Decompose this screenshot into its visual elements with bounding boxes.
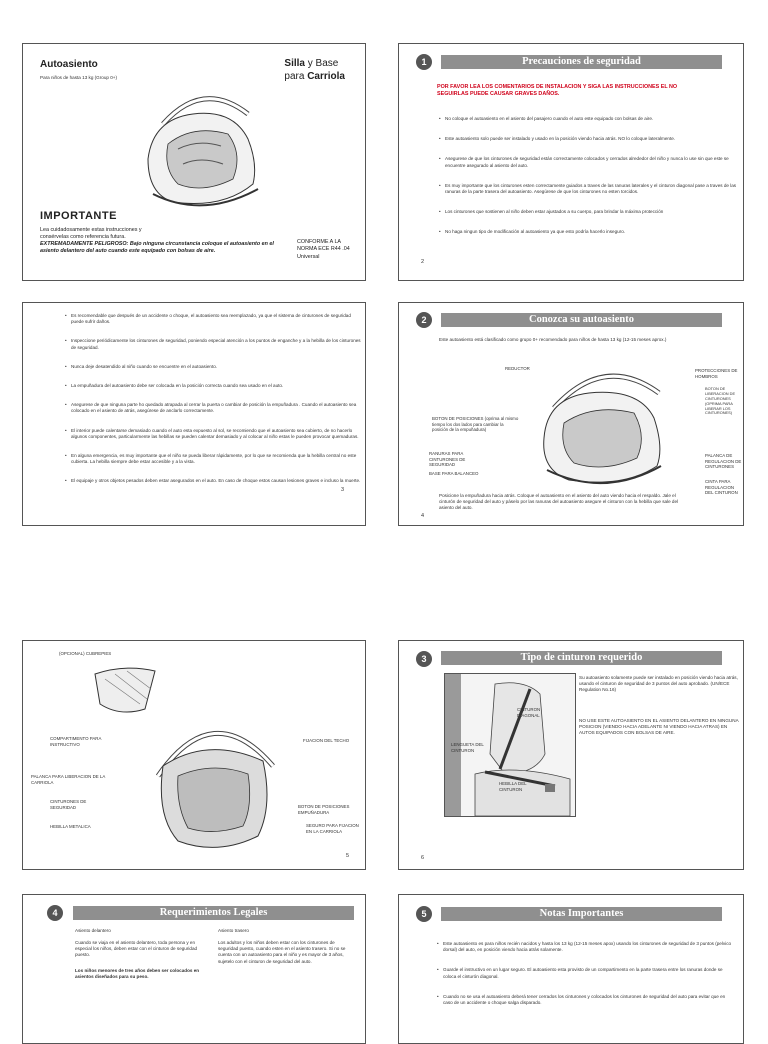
- list-item: • Asegurese de que ninguna parte ho quedado atrapada al cerrar la puerta o cambiar de posición la empuñadura . Cuando el autoasiento sea colocado en el asiento de atrás, asegúrese de anclarlo correctamente.: [71, 402, 361, 414]
- section-banner: Requerimientos Legales: [73, 906, 354, 920]
- label-boton-posiciones: BOTON DE POSICIONES (oprima al mismo tiempo los dos lados para cambiar la posición de la empuñadura): [432, 416, 519, 432]
- section-banner: Notas Importantes: [441, 907, 722, 921]
- important-text: Lea cuidadosamente estas instrucciones y consérvelas como referencia futura.: [40, 227, 142, 241]
- list-item: • Cuando no se usa el autoasiento deberá tener cerrados los cinturones y colocados los cinturones de seguridad del auto para evitar que en caso de un accidente o choque salga disparado.: [443, 994, 733, 1006]
- intro-text: Este autoasiento está clasificado como grupo 0+ recomendado para niños de hasta 13 kg (12-15 meses aprox.): [439, 337, 667, 342]
- list-item: • Este autoasiento es para niños recién nacidos y hasta los 13 kg (12-15 meses apox) usando los cinturones de seguridad de 3 puntos (pelvico dorsal) del auto, en posición viendo hacia atrás solamente.: [443, 941, 733, 953]
- list-item: • En alguna emergencia, es muy importante que el niño se pueda liberar rápidamente, por lo que se recomienda que la hebilla central no este cubierta. La hebilla siempre debe estar accesible y a la vista.: [71, 453, 361, 465]
- page-7-legal: [22, 894, 366, 1044]
- label-ranuras: RANURAS PARA CINTURONES DE SEGURIDAD: [429, 451, 466, 467]
- outro-text: Posicione la empuñadura hacia atrás. Coloque el autoasiento en el asiento del auto viendo hacia el respaldo. Jale el cinturón de seguridad del auto y páselo por las ranuras del autoasiento asegure el cinturon con la hebilla que sale del asiento del auto.: [439, 493, 679, 511]
- belt-text-2: NO USE ESTE AUTOASIENTO EN EL ASIENTO DELANTERO EN NINGUNA POSICION (VIENDO HACIA ADELANTE NI VIENDO HACIA ATRAS) EN AUTOS EQUIPADOS CON BOLSAS DE AIRE.: [579, 718, 739, 736]
- page-1-cover: [22, 43, 366, 281]
- page-5-parts: [22, 640, 366, 870]
- list-item: • No coloque el autoasiento en el asiento del pasajero cuando el auto este equipado con bolsas de aire.: [445, 116, 737, 122]
- section-number: 3: [416, 651, 432, 667]
- red-notice: POR FAVOR LEA LOS COMENTARIOS DE INSTALACION Y SIGA LAS INSTRUCCIONES EL NO SEGUIRLAS PUEDE CAUSAR GRAVES DAÑOS.: [437, 84, 678, 98]
- page-4-know-seat: [398, 302, 744, 526]
- section-number: 4: [47, 905, 63, 921]
- page-3-safety-cont: [22, 302, 366, 526]
- warning-text: EXTREMADAMENTE PELIGROSO: Bajo ninguna circunstancia coloque el autoasiento en el asiento delantero del auto cuando este equipado con bolsas de aire.: [40, 241, 274, 255]
- label-hebilla: HEBILLA METALICA: [50, 824, 91, 829]
- list-item: • Inspeccione periódicamente los cinturones de seguridad, poniendo especial atención a los puntos de enganche y a la hebilla de los cinturones de seguridad.: [71, 338, 361, 350]
- page-number: 3: [341, 487, 345, 493]
- cover-subtitle: Para niños de hasta 13 kg (Group 0+): [40, 75, 117, 80]
- section-number: 1: [416, 54, 432, 70]
- list-item: • Asegurese de que los cinturones de seguridad están correctamente colocados y cerrados alrededor del niño y nunca lo use sin que este se encuentre asegurado al asiento del auto.: [445, 156, 737, 168]
- belt-text-1: Su autoasiento solamente puede ser instalado en posición viendo hacia atrás, usando el cinturon de seguridad de 3 puntos del auto aprobado. (UN/ECE Regulation No.16): [579, 675, 738, 693]
- important-heading: IMPORTANTE: [40, 210, 117, 222]
- label-boton-liberacion: BOTON DE LIBERACION DE CINTURONES (OPRIMA PARA LIBERAR LOS CINTURONES): [705, 386, 736, 416]
- col2-heading: Asiento trasero: [218, 928, 249, 933]
- list-item: • La empuñadura del autoasiento debe ser colocada en la posición correcta cuando sea usado en el auto.: [71, 383, 361, 389]
- label-cinturones: CINTURONES DE SEGURIDAD: [50, 799, 87, 810]
- list-item: • Nunca deje desatendido al niño cuando se encuentre en el autoasiento.: [71, 364, 361, 370]
- list-item: • Este autoasiento solo puede ser instalado y usado en la posición viendo hacia atrás. NO lo coloque lateralmente.: [445, 136, 737, 142]
- label-palanca: PALANCA PARA LIBERACION DE LA CARRIOLA: [31, 774, 106, 785]
- list-item: • No haga ningun tipo de modificación al autoasiento ya que esto podría hacerlo inseguro.: [445, 229, 737, 235]
- label-hebilla: HEBILLA DEL CINTURON: [499, 781, 527, 792]
- section-number: 5: [416, 906, 432, 922]
- list-item: • Es recomendable que después de un accidente o choque, el autoasiento sea reemplazado, ya que el sistema de cinturones de seguridad puede sufrir daños.: [71, 313, 361, 325]
- page-2-safety: [398, 43, 744, 281]
- page-8-notes: [398, 894, 744, 1044]
- safety-list-cont: [63, 313, 361, 484]
- label-palanca: PALANCA DE REGULACION DE CINTURONES: [705, 453, 742, 469]
- page-number: 5: [346, 853, 350, 859]
- col1-bold: Los niños menores de tres años deben ser colocados en asientos diseñados para su peso.: [75, 968, 200, 980]
- col1-text: Cuando se viaja en el asiento delantero, toda persona y en especial los niños, deben estar con el cinturon de seguridad puesto.: [75, 940, 198, 958]
- section-banner: Precauciones de seguridad: [441, 55, 722, 69]
- list-item: • Guarde el instructivo en un lugar seguro. El autoasiento esta provisto de un compartimento en la parte trasera entre los ranuras donde se coloca el cinturón diagonal.: [443, 967, 733, 979]
- col2-text: Los adultos y los niños deben estar con los cinturones de seguridad puesto, cuando esten en el asiento trasero. Si no se cuenta con un autoasiento para el niño y es mayor de 3 años, sujetelo con el cinturon de seguridad del auto.: [218, 940, 346, 964]
- label-protecciones: PROTECCIONES DE HOMBROS: [695, 368, 738, 379]
- section-banner: Tipo de cinturon requerido: [441, 651, 722, 665]
- label-boton: BOTON DE POSICIONES EMPUÑADURA: [298, 804, 350, 815]
- label-reductor: REDUCTOR: [505, 366, 530, 371]
- label-diagonal: CINTURON DIAGONAL: [517, 707, 541, 718]
- seat-parts-diagram: [138, 706, 288, 856]
- notes-list: [435, 941, 733, 1006]
- page-number: 6: [421, 855, 425, 861]
- label-seguro: SEGURO PARA FIJACION EN LA CARRIOLA: [306, 823, 359, 834]
- list-item: • Es muy importante que los cinturones esten correctamente guiados a traves de las ranuras laterales y el cinturon diagonal pase a traves de las ranuras de la parte trasera del autoasiento. Asegúrese de que los cinturones no esten torcidos.: [445, 183, 737, 195]
- list-item: • El interior puede calentarse demasiado cuando el auto esta expuesto al sol, se recomiendo que el autoasiento sea cubierto, de no hacerlo algunos componentes, particularmente las hebillas se pueden calentar demasiado y al colocar al niño estas le pueden provocar quemaduras.: [71, 428, 361, 440]
- seat-diagram: [529, 358, 679, 488]
- label-fijacion-techo: FIJACION DEL TECHO: [303, 738, 350, 743]
- safety-list: [437, 116, 737, 236]
- label-compartimento: COMPARTIMENTO PARA INSTRUCTIVO: [50, 736, 102, 747]
- page-number: 2: [421, 259, 425, 265]
- cover-title: Autoasiento: [40, 59, 98, 70]
- label-base: BASE PARA BALANCEO: [429, 471, 479, 476]
- label-cinta: CINTA PARA REGULACION DEL CINTURON: [705, 479, 738, 495]
- page-number: 4: [421, 513, 425, 519]
- list-item: • Los cinturones que sostienen al niño deben estar ajustados a su cuerpo, para brindar la máxima protección: [445, 209, 737, 215]
- car-seat-illustration: [133, 84, 273, 214]
- norm-text: CONFORME A LA NORMA ECE R44 .04 Universal: [297, 239, 350, 260]
- section-banner: Conozca su autoasiento: [441, 313, 722, 327]
- label-lengueta: LENGUETA DEL CINTURON: [451, 742, 484, 753]
- cover-title-right: Silla y Base para Carriola: [284, 58, 345, 82]
- page-6-belt-type: [398, 640, 744, 870]
- list-item: • El equipaje y otros objetos pesados deben estar asegurados en el auto. En caso de choque estos causan lesiones graves e incluso la muerte.: [71, 478, 361, 484]
- section-number: 2: [416, 312, 432, 328]
- col1-heading: Asiento delantero: [75, 928, 111, 933]
- label-cubrepies: (OPCIONAL) CUBREPIES: [59, 651, 112, 656]
